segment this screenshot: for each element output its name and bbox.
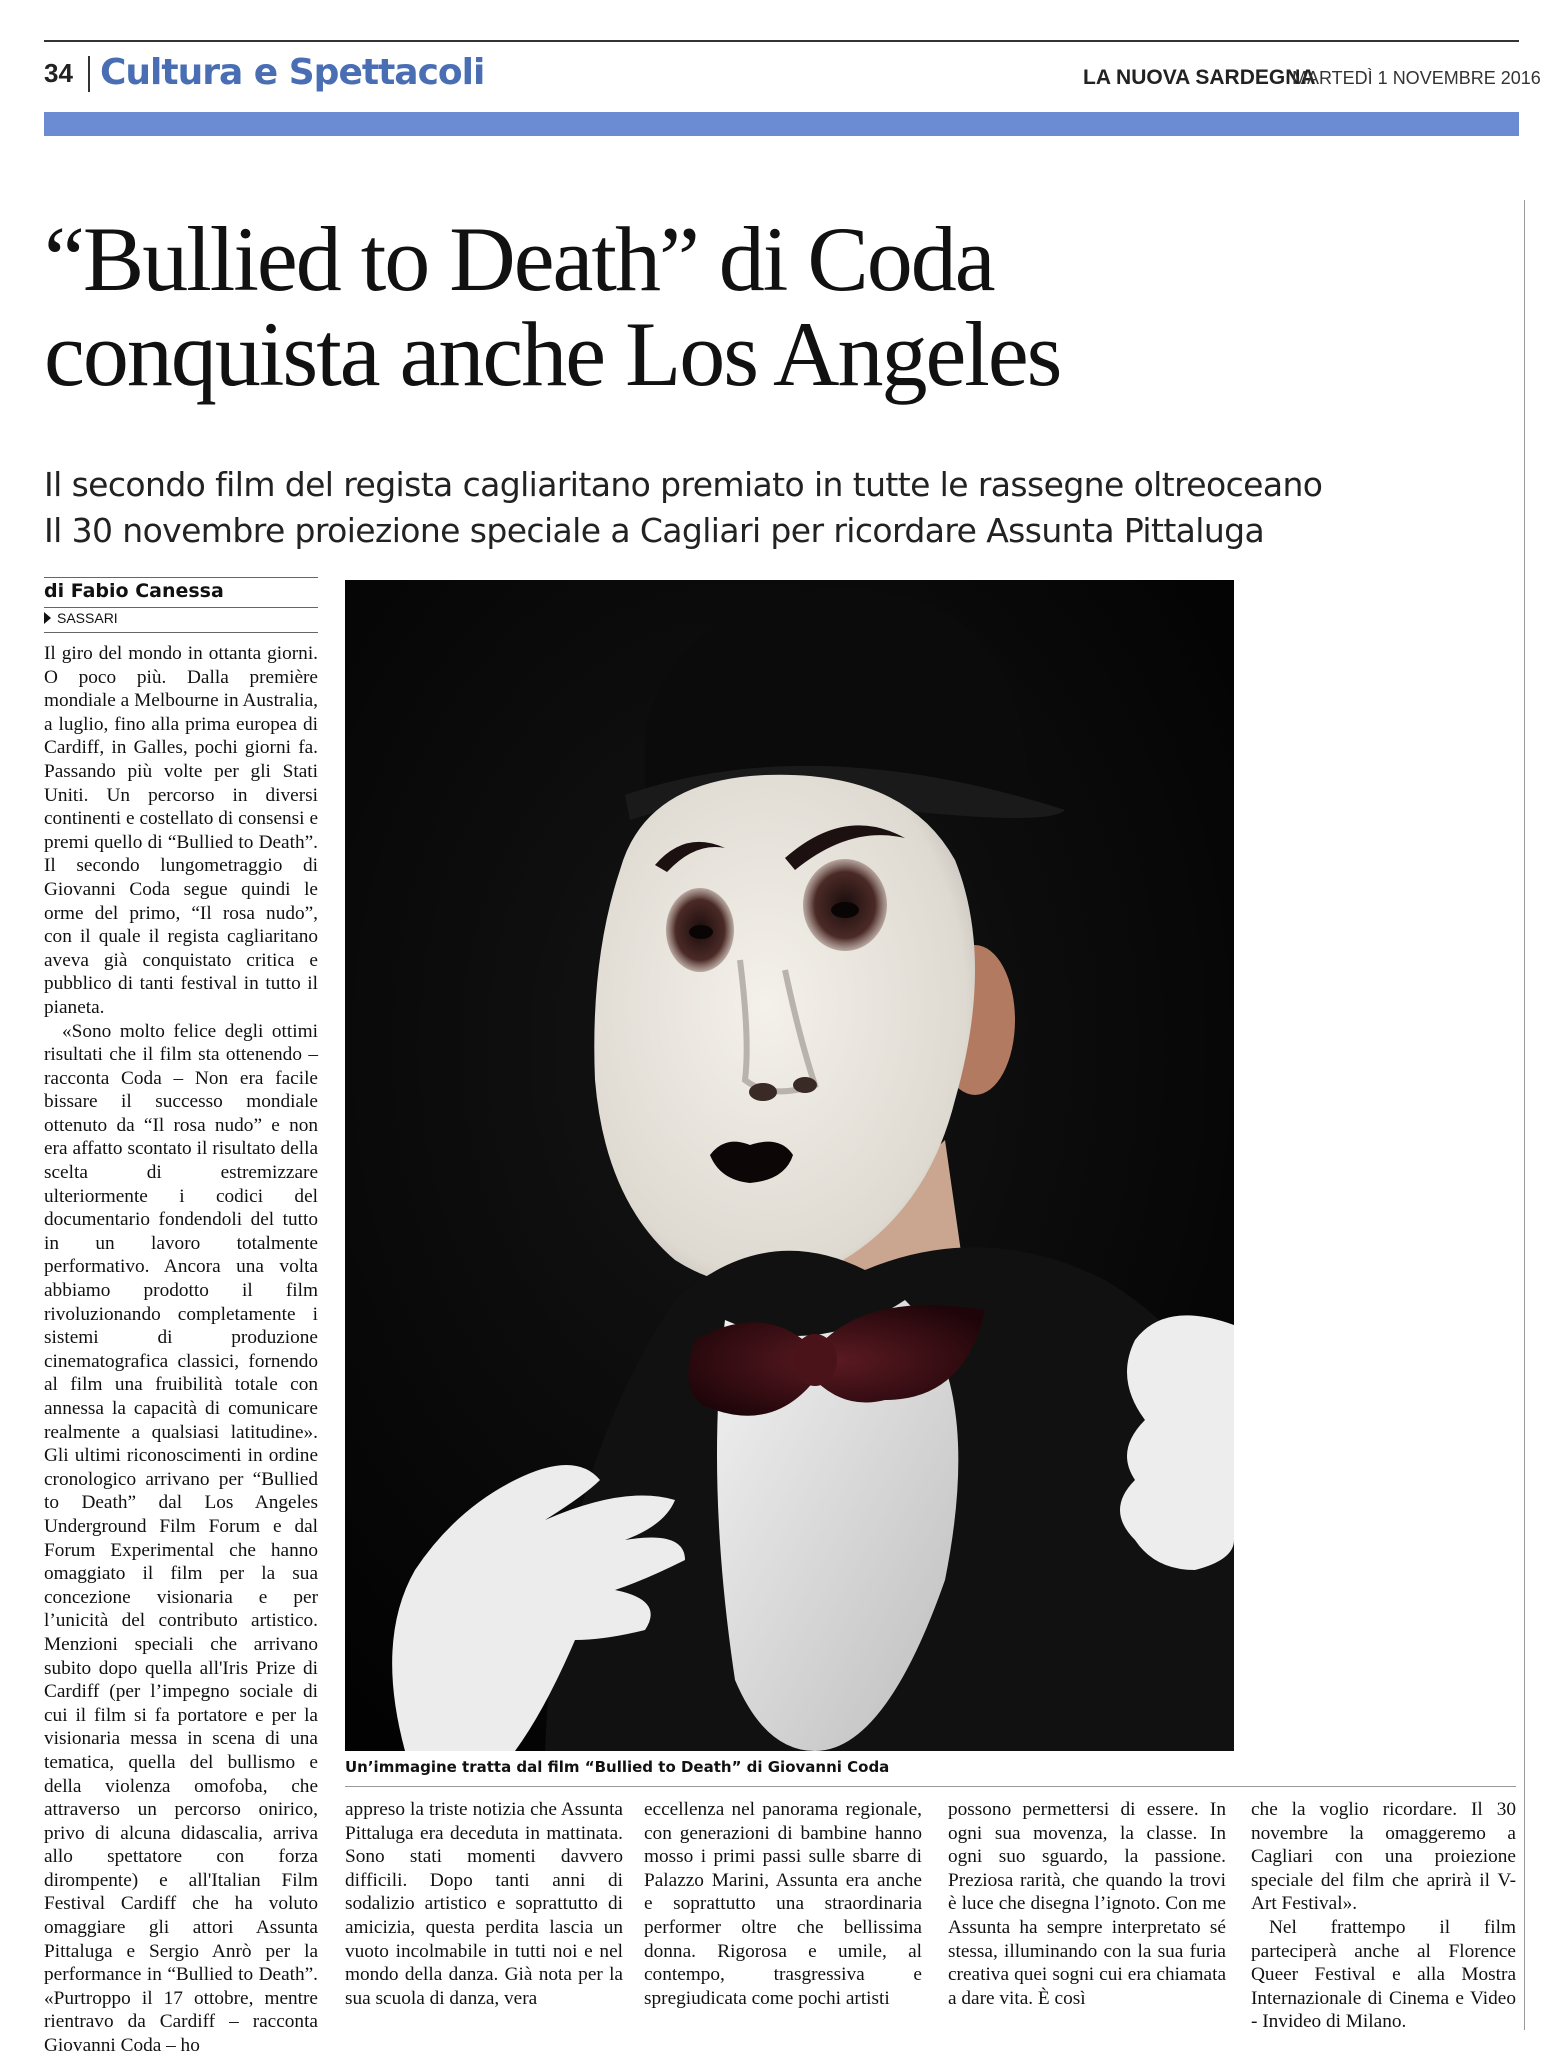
article-column-4 [948,1798,1226,2010]
byline-author: di Fabio Canessa [44,580,224,602]
mime-illustration [345,580,1234,1751]
article-headline [44,208,1444,405]
newspaper-name: LA NUOVA SARDEGNA [1083,66,1316,89]
article-subhead [44,462,1444,553]
paragraph: possono permettersi di essere. In ogni sua movenza, la classe. In ogni suo sguardo, la passione. Preziosa rarità, che quando la trovi è luce che disegna l’ignoto. Con me Assunta ha sempre interpretato sé stessa, illuminando con la sua furia creativa quei sogni cui era chiamata a dare vita. È così [948,1799,1226,2009]
subhead-line-1: Il secondo film del regista cagliaritano premiato in tutte le rassegne oltreoceano [44,465,1323,504]
dateline-marker-icon [44,612,51,624]
page-number: 34 [44,58,73,88]
headline-line-2: conquista anche Los Angeles [44,302,1061,405]
issue-date: MARTEDÌ 1 NOVEMBRE 2016 [1292,68,1541,88]
header-color-band [44,112,1519,136]
dateline-place: SASSARI [57,610,118,626]
photo-caption: Un’immagine tratta dal film “Bullied to Death” di Giovanni Coda [345,1758,890,1776]
article-column-5 [1251,1798,1516,2034]
paragraph: appreso la triste notizia che Assunta Pittaluga era deceduta in mattinata. Sono stati momenti davvero difficili. Dopo tanti anni di sodalizio artistico e soprattutto di amicizia, questa perdita lascia un vuoto incolmabile in tutti noi e nel mondo della danza. Già nota per la sua scuola di danza, vera [345,1799,623,2009]
headline-line-1: “Bullied to Death” di Coda [44,208,994,310]
article-column-1 [44,642,318,2058]
paragraph: Il giro del mondo in ottanta giorni. O poco più. Dalla première mondiale a Melbourne in Australia, a luglio, fino alla prima europea di Cardiff, in Galles, pochi giorni fa. Passando più volte per gli Stati Uniti. Un percorso in diversi continenti e costellato di consensi e premi quello di “Bullied to Death”. Il secondo lungometraggio di Giovanni Coda segue quindi le orme del primo, “Il rosa nudo”, con il quale il regista cagliaritano aveva già conquistato critica e pubblico di tanti festival in tutto il pianeta. [44,643,318,1018]
byline-rule-top [44,577,318,578]
paragraph: che la voglio ricordare. Il 30 novembre la omaggeremo a Cagliari con una proiezione speciale del film che aprirà il V-Art Festival». [1251,1799,1516,1915]
paragraph: Nel frattempo il film parteciperà anche al Florence Queer Festival e alla Mostra Internazionale di Cinema e Video - Invideo di Milano. [1251,1916,1516,2033]
section-separator [88,56,90,92]
dateline [44,610,118,626]
article-column-3 [644,1798,922,2010]
article-column-2 [345,1798,623,2010]
paragraph: eccellenza nel panorama regionale, con generazioni di bambine hanno mosso i primi passi sulle sbarre di Palazzo Marini, Assunta era anche e soprattutto una straordinaria performer oltre che bellissima donna. Rigorosa e umile, al contempo, trasgressiva e spregiudicata come pochi artisti [644,1799,922,2009]
byline-rule-middle [44,607,318,608]
section-title: Cultura e Spettacoli [100,52,485,93]
right-column-rule [1524,200,1525,2030]
subhead-line-2: Il 30 novembre proiezione speciale a Cagliari per ricordare Assunta Pittaluga [44,510,1265,550]
caption-rule [345,1786,1516,1787]
header-top-rule [44,40,1519,42]
paragraph: «Sono molto felice degli ottimi risultati che il film sta ottenendo – racconta Coda – Non era facile bissare il successo mondiale ottenuto da “Il rosa nudo” e non era affatto scontato il risultato della scelta di estremizzare ulteriormente i codici del documentario fondendoli del tutto in un lavoro totalmente performativo. Ancora una volta abbiamo prodotto il film rivoluzionando completamente i sistemi di produzione cinematografica classici, fornendo al film una fruibilità totale con annessa la capacità di comunicare realmente a qualsiasi latitudine». Gli ultimi riconoscimenti in ordine cronologico arrivano per “Bullied to Death” dal Los Angeles Underground Film Forum e dal Forum Experimental che hanno omaggiato il film per la sua concezione visionaria e per l’unicità del contributo artistico. Menzioni speciali che arrivano subito dopo quella all'Iris Prize di Cardiff (per l’impegno sociale di cui il film si fa portatore e per la visionaria messa in scena di una tematica, quella del bullismo e della violenza omofoba, che attraverso un percorso onirico, privo di alcuna didascalia, arriva allo spettatore con forza dirompente) e all'Italian Film Festival Cardiff che ha voluto omaggiare gli attori Assunta Pittaluga e Sergio Anrò per la performance in “Bullied to Death”. «Purtroppo il 17 ottobre, mentre rientravo da Cardiff – racconta Giovanni Coda – ho [44,1020,318,2057]
article-photo-mime [345,580,1234,1751]
byline-rule-bottom [44,632,318,633]
